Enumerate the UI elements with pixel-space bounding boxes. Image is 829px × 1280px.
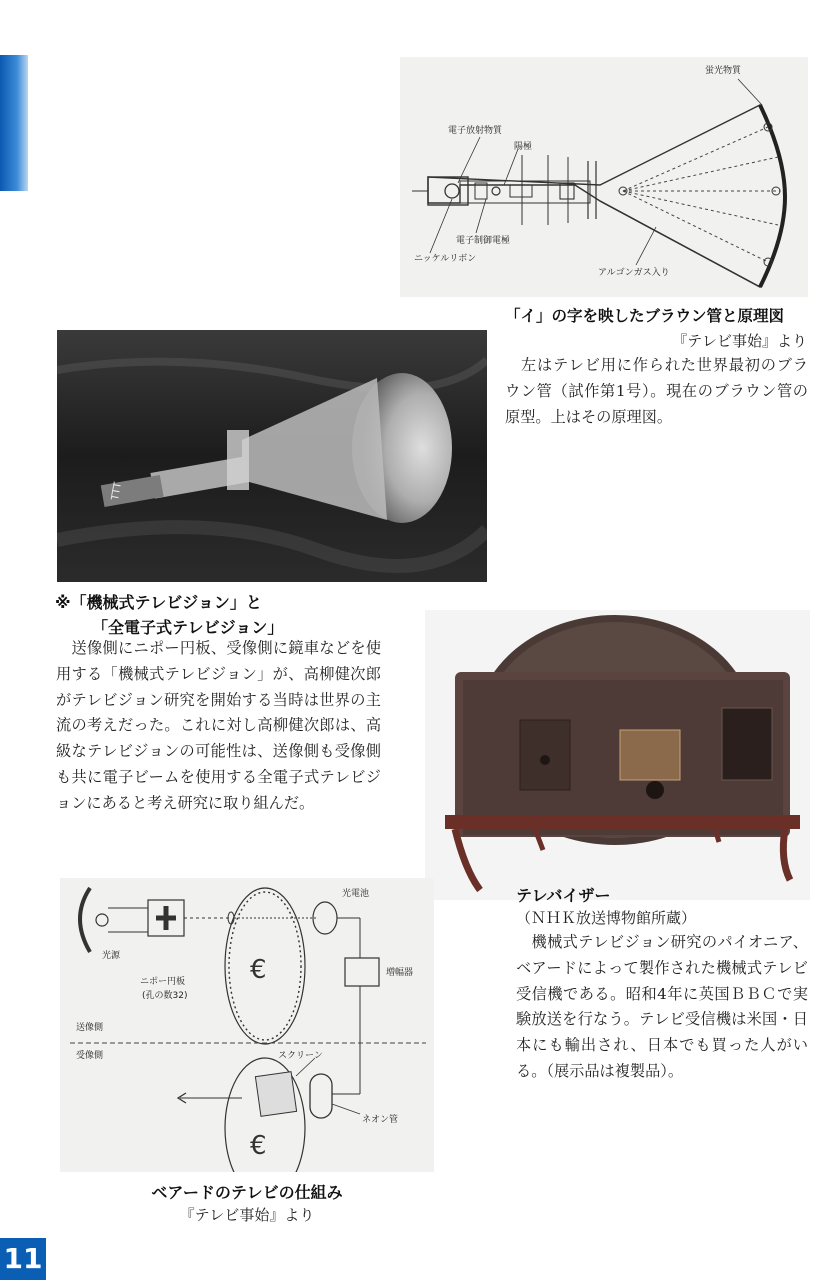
televisor-title: テレバイザー [516,886,611,905]
televisor-photo [425,610,810,900]
baird-caption-source: 『テレビ事始』より [179,1206,315,1224]
televisor-body: 機械式テレビジョン研究のパイオニア、ベアードによって製作された機械式テレビ受信機である。昭和4年に英国ＢＢＣで実験放送を行なう。テレビ受信機は米国・日本にも輸出され、日本でも買った人がいる。（展示品は複製品）。 [516,933,808,1080]
nipkow-holes-label: (孔の数32) [142,991,188,1001]
anode-label: 陽極 [514,142,533,152]
crt-principle-diagram [400,57,808,297]
svg-text:€: € [250,1131,267,1161]
neon-tube-label: ネオン管 [362,1115,399,1125]
argon-label: アルゴンガス入り [598,268,670,278]
nickel-ribbon-label: ニッケルリボン [414,254,477,264]
phosphor-label: 蛍光物質 [705,66,742,76]
sender-side-label: 送像側 [76,1023,104,1033]
receiver-side-label: 受像側 [76,1051,104,1061]
svg-text:€: € [250,955,267,985]
televisor-subtitle: （ＮＨＫ放送博物館所蔵） [516,909,697,927]
nipkow-disc-label: ニポー円板 [140,977,186,987]
photocell-label: 光電池 [342,889,370,899]
note-heading-line1: ※「機械式テレビジョン」と [55,593,262,612]
control-electrode-label: 電子制御電極 [456,236,511,246]
page-number: 11 [0,1238,46,1280]
emitter-label: 電子放射物質 [448,126,503,136]
tube-marking: TTT [110,481,124,502]
amplifier-label: 増幅器 [386,968,414,978]
screen-label: スクリーン [278,1051,323,1061]
light-source-label: 光源 [102,951,121,961]
baird-mechanism-diagram [60,878,434,1172]
baird-caption-title: ベアードのテレビの仕組み [151,1183,343,1202]
note-body: 送像側にニポー円板、受像側に鏡車などを使用する「機械式テレビジョン」が、高柳健次郎がテレビジョン研究を開始する当時は世界の主流の考えだった。これに対し高柳健次郎は、高級なテレビジョンの可能性は、送像側も受像側も共に電子ビームを使用する全電子式テレビジョンにあると考え研究に取り組んだ。 [56,639,381,812]
crt-caption-body: 左はテレビ用に作られた世界最初のブラウン管（試作第1号）。現在のブラウン管の原型。上はその原理図。 [505,356,808,426]
side-accent-tab [0,55,28,191]
crt-tube-photo [57,330,487,582]
note-heading-line2: 「全電子式テレビジョン」 [92,618,284,637]
crt-caption-source: 『テレビ事始』より [672,332,807,350]
crt-caption-title: 「イ」の字を映したブラウン管と原理図 [505,307,785,325]
